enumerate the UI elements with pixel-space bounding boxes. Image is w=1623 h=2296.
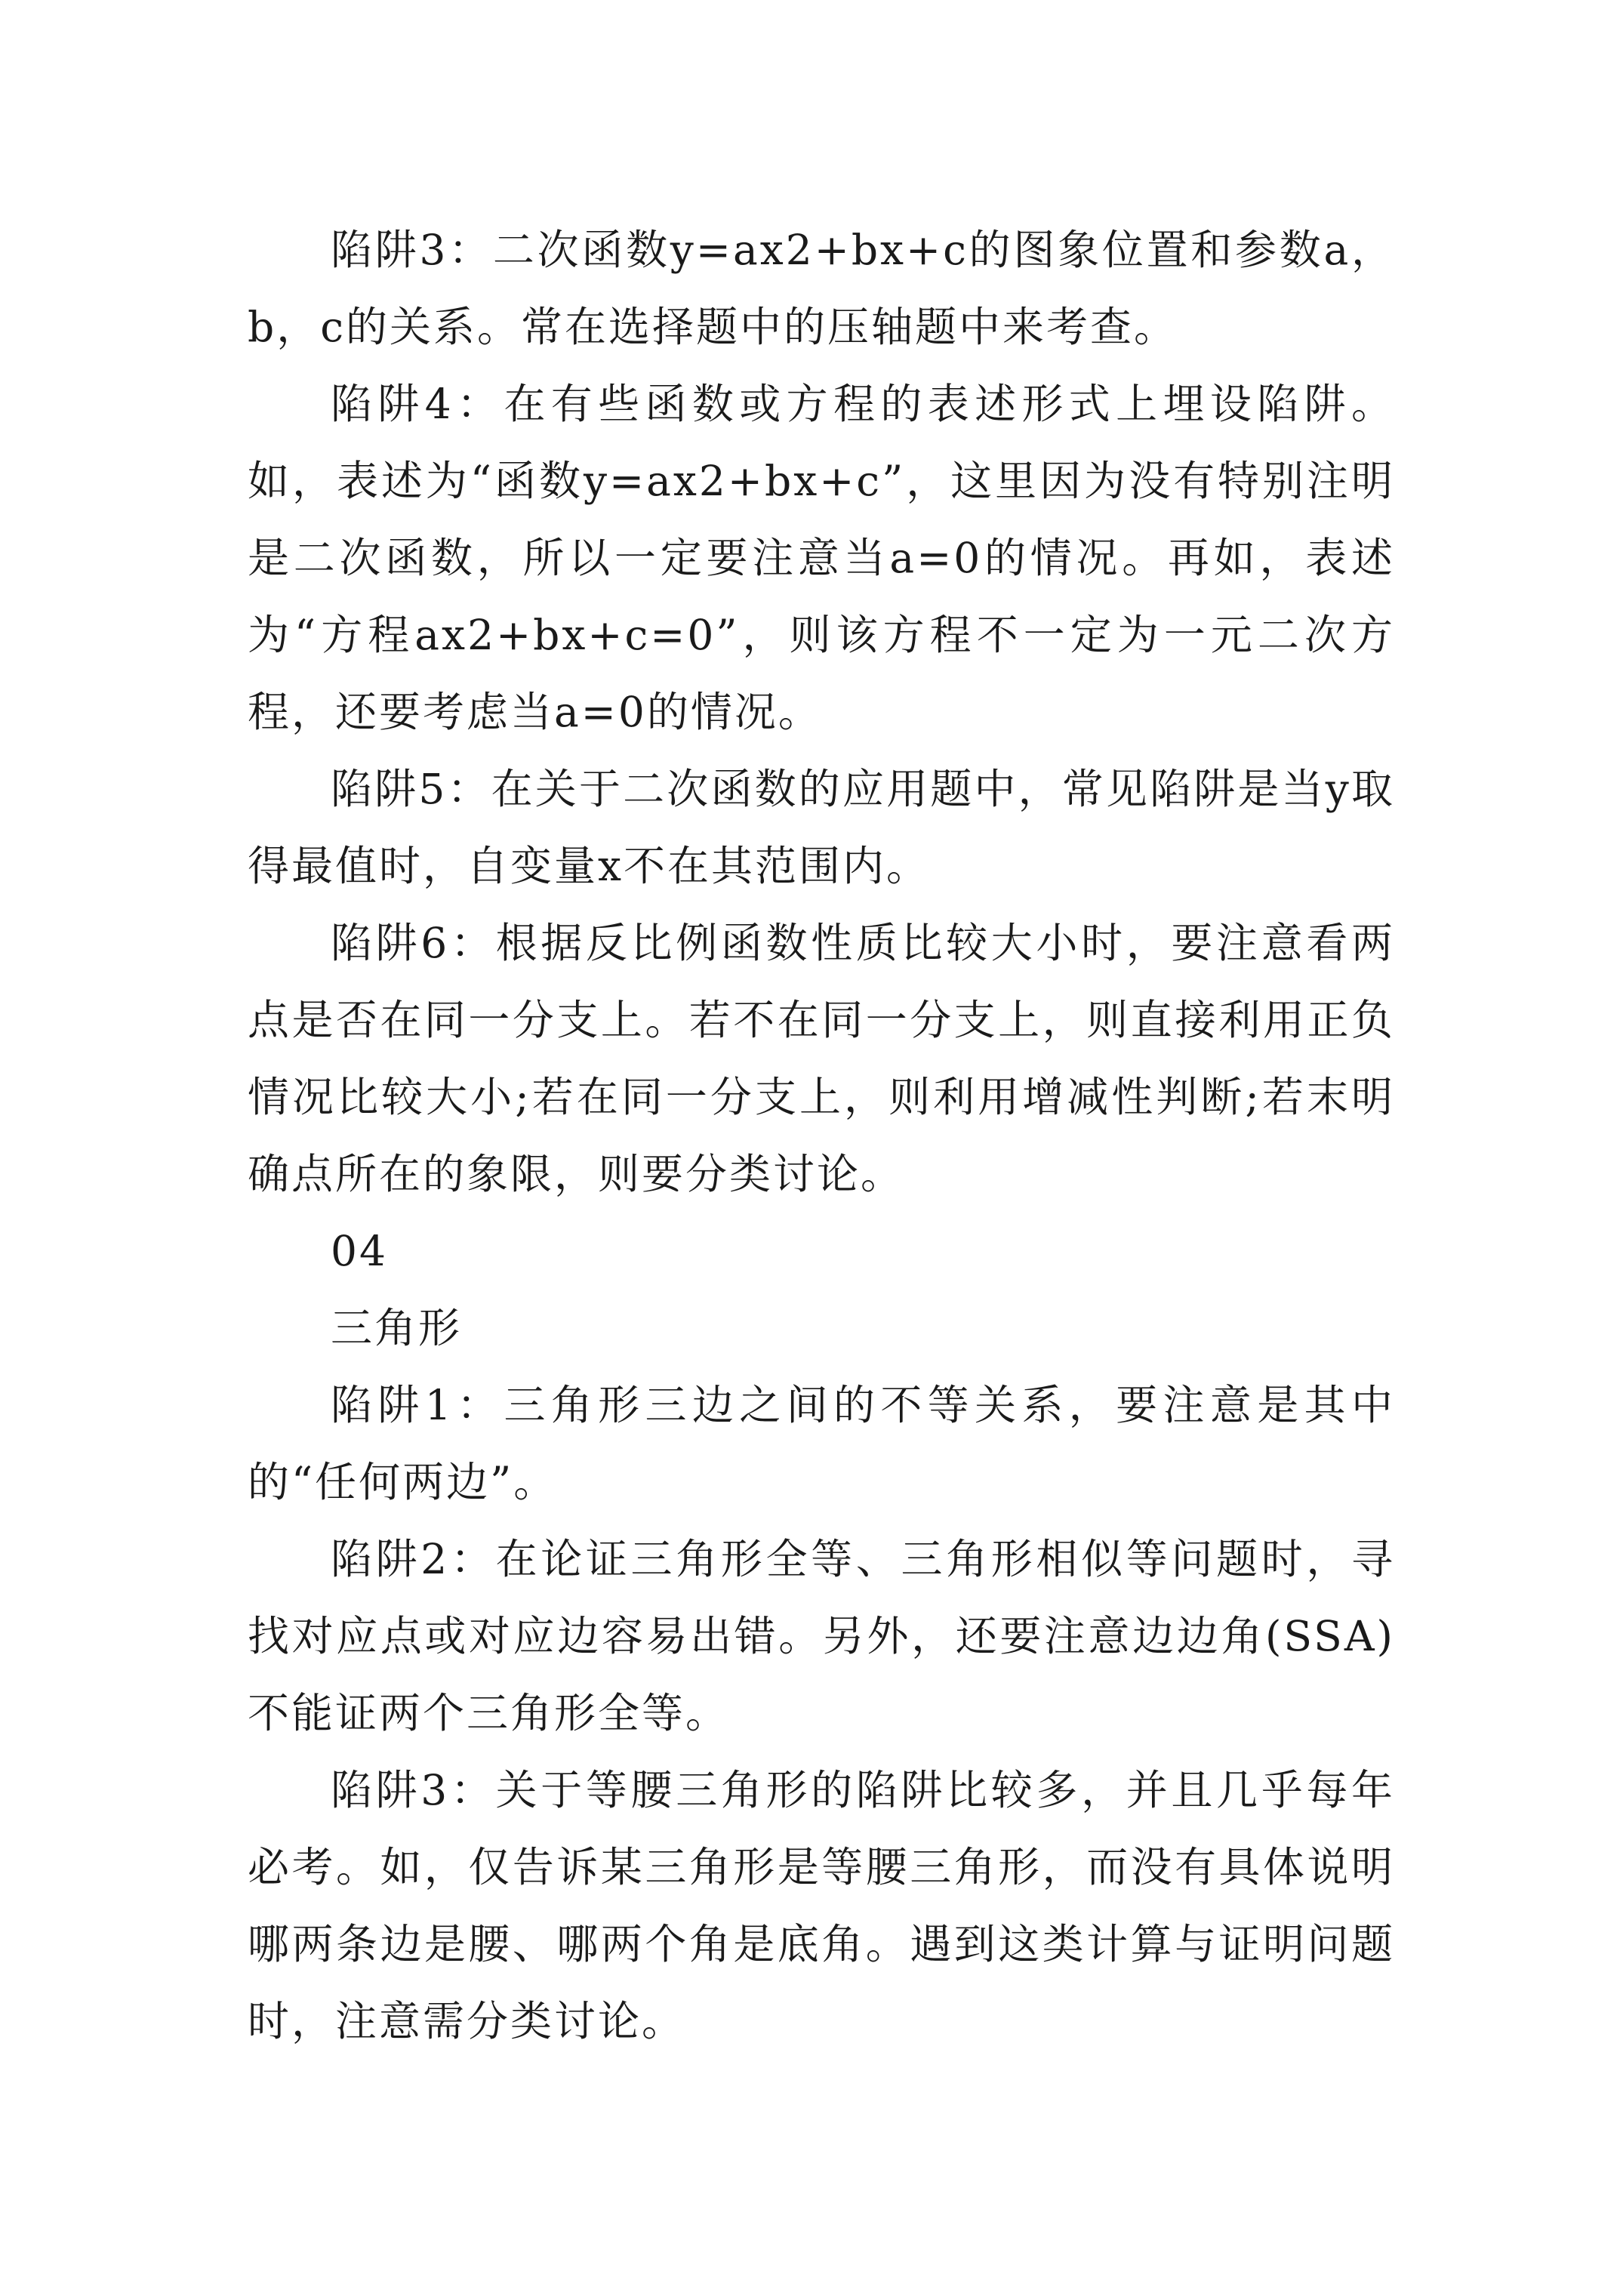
paragraph-quadratic-trap-4: 陷阱4：在有些函数或方程的表述形式上埋设陷阱。如，表述为“函数y=ax2+bx+c”，这里因为没有特别注明是二次函数，所以一定要注意当a=0的情况。再如，表述为“方程ax2+bx+c=0”，则该方程不一定为一元二次方程，还要考虑当a=0的情况。 (248, 380, 1395, 736)
paragraph-triangle-trap-1: 陷阱1：三角形三边之间的不等关系，要注意是其中的“任何两边”。 (248, 1381, 1395, 1506)
paragraph-triangle-trap-2: 陷阱2：在论证三角形全等、三角形相似等问题时，寻找对应点或对应边容易出错。另外，还要注意边边角(SSA)不能证两个三角形全等。 (248, 1535, 1395, 1737)
section-title: 三角形 (331, 1304, 463, 1352)
paragraph-inverse-trap-6: 陷阱6：根据反比例函数性质比较大小时，要注意看两点是否在同一分支上。若不在同一分支上，则直接利用正负情况比较大小;若在同一分支上，则利用增减性判断;若末明确点所在的象限，则要分类讨论。 (248, 919, 1395, 1198)
paragraph-quadratic-trap-5: 陷阱5：在关于二次函数的应用题中，常见陷阱是当y取得最值时，自变量x不在其范围内。 (248, 765, 1395, 890)
paragraph-triangle-trap-3: 陷阱3：关于等腰三角形的陷阱比较多，并且几乎每年必考。如，仅告诉某三角形是等腰三角形，而没有具体说明哪两条边是腰、哪两个角是底角。遇到这类计算与证明问题时，注意需分类讨论。 (248, 1766, 1395, 2045)
paragraph-quadratic-trap-3: 陷阱3：二次函数y=ax2+bx+c的图象位置和参数a，b，c的关系。常在选择题中的压轴题中来考查。 (248, 226, 1395, 351)
section-number: 04 (331, 1227, 388, 1275)
document-body (248, 211, 1395, 2060)
